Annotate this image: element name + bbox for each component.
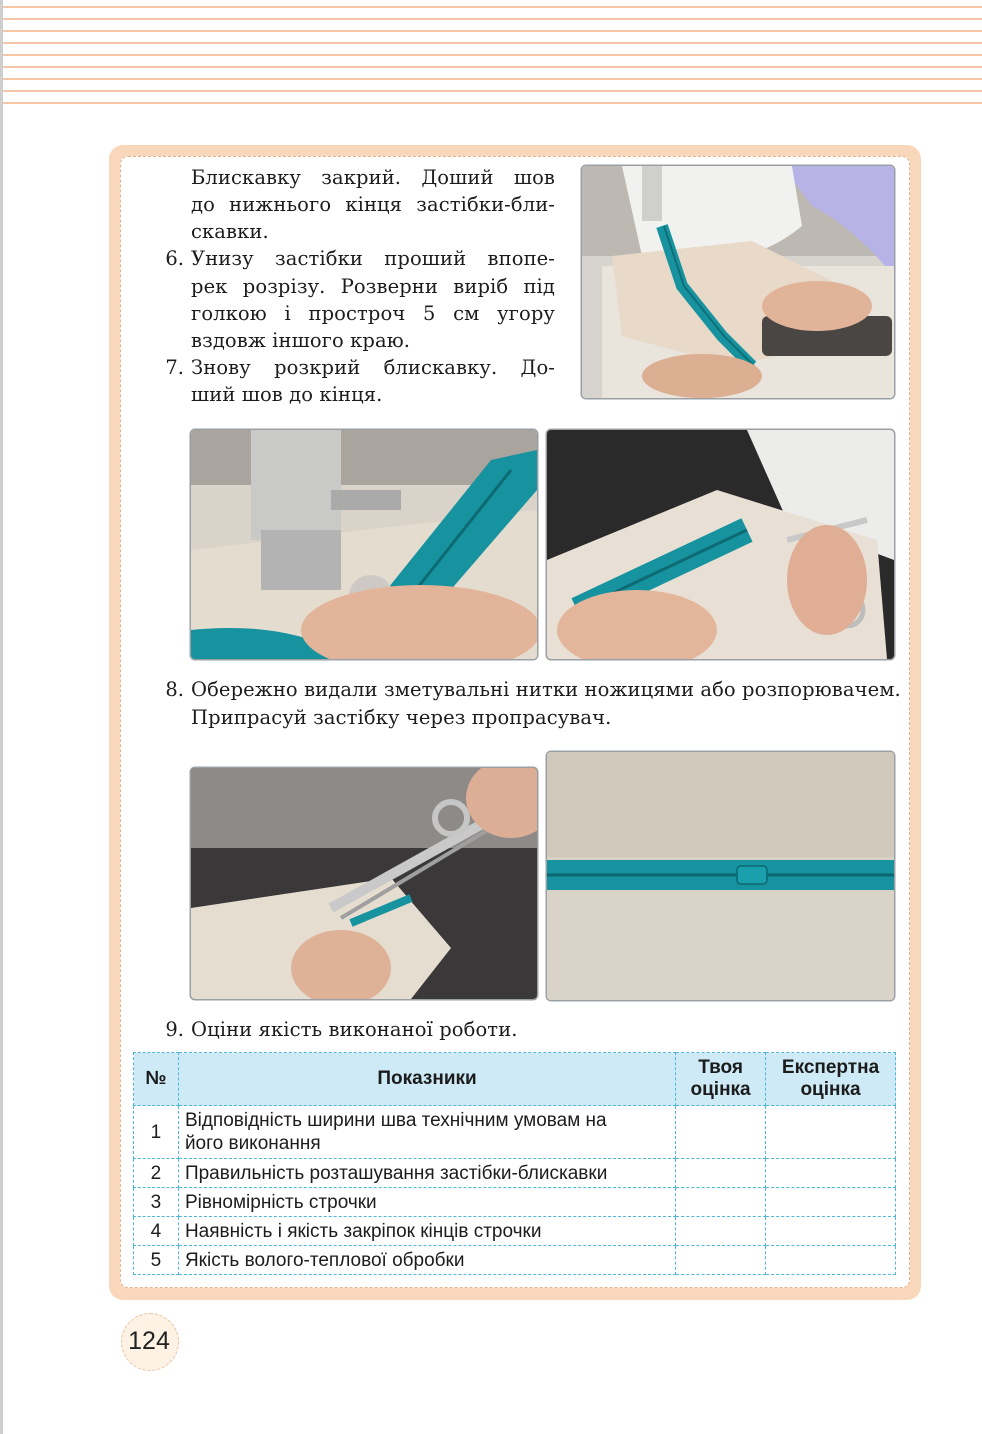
- step-5-line-3: скавки.: [191, 220, 269, 243]
- header-self-grade: [676, 1053, 766, 1106]
- row-number: 1: [134, 1106, 179, 1159]
- row-number: 4: [134, 1217, 179, 1246]
- row-number: 3: [134, 1188, 179, 1217]
- row-number: 5: [134, 1246, 179, 1275]
- sewing-machine-hands-photo: [582, 166, 894, 398]
- step-6-line-3: голкою і простроч 5 см угору: [191, 302, 555, 325]
- header-self-line-1: Твоя: [698, 1057, 743, 1078]
- table-row: [134, 1217, 896, 1246]
- table-row: [134, 1246, 896, 1275]
- step-8-number: 8.: [165, 678, 184, 701]
- self-grade-cell[interactable]: [676, 1188, 766, 1217]
- row-criteria: Рівномірність строчки: [178, 1188, 675, 1217]
- finished-zipper-photo: [547, 752, 894, 1000]
- step-8-line-2: Припрасуй застібку через пропрасувач.: [191, 706, 612, 729]
- self-grade-cell[interactable]: [676, 1106, 766, 1159]
- step-9-line-1: Оціни якість виконаної роботи.: [191, 1018, 518, 1041]
- expert-grade-cell[interactable]: [766, 1188, 896, 1217]
- header-expert-line-1: Експертна: [781, 1057, 880, 1078]
- page-number: 124: [128, 1327, 170, 1355]
- step-9-number: 9.: [165, 1018, 184, 1041]
- self-grade-cell[interactable]: [676, 1246, 766, 1275]
- scissors-removing-threads-photo: [191, 768, 537, 999]
- header-self-line-2: оцінка: [690, 1079, 751, 1100]
- table-row: [134, 1159, 896, 1188]
- table-header-row: [134, 1053, 896, 1106]
- step-6-line-1: Унизу застібки проший впопе-: [191, 247, 555, 270]
- expert-grade-cell[interactable]: [766, 1159, 896, 1188]
- header-number: №: [134, 1053, 179, 1106]
- step-6-line-4: вздовж іншого краю.: [191, 329, 411, 352]
- row-number: 2: [134, 1159, 179, 1188]
- row-criteria: Якість волого-теплової обробки: [178, 1246, 675, 1275]
- header-criteria: Показники: [178, 1053, 675, 1106]
- step-6-line-2: рек розрізу. Розверни виріб під: [191, 275, 555, 298]
- row-criteria-line-1: Відповідність ширини шва технічним умовам на: [184, 1110, 607, 1131]
- step-7-number: 7.: [165, 356, 184, 379]
- step-7-line-2: ший шов до кінця.: [191, 383, 383, 406]
- assessment-table: [133, 1052, 896, 1275]
- row-criteria: Правильність розташування застібки-блискавки: [178, 1159, 675, 1188]
- scissors-trimming-photo: [547, 430, 894, 659]
- header-expert-line-2: оцінка: [800, 1079, 861, 1100]
- step-5-line-1: Блискавку закрий. Доший шов: [191, 166, 555, 189]
- table-row: [134, 1106, 896, 1159]
- ruled-lines-header: [3, 0, 982, 110]
- row-criteria: Наявність і якість закріпок кінців строчки: [178, 1217, 675, 1246]
- self-grade-cell[interactable]: [676, 1159, 766, 1188]
- step-6-number: 6.: [165, 247, 184, 270]
- expert-grade-cell[interactable]: [766, 1217, 896, 1246]
- row-criteria-line-2: його виконання: [184, 1133, 321, 1154]
- step-5-line-2: до нижнього кінця застібки-бли-: [191, 193, 555, 216]
- row-criteria: [178, 1106, 675, 1159]
- header-expert-grade: [766, 1053, 896, 1106]
- step-8-line-1: Обережно видали зметувальні нитки ножицями або розпорювачем.: [191, 678, 901, 701]
- step-7-line-1: Знову розкрий блискавку. До-: [191, 356, 555, 379]
- presser-foot-zipper-photo: [191, 430, 537, 659]
- expert-grade-cell[interactable]: [766, 1106, 896, 1159]
- expert-grade-cell[interactable]: [766, 1246, 896, 1275]
- page-edge: [0, 0, 3, 1434]
- self-grade-cell[interactable]: [676, 1217, 766, 1246]
- table-row: [134, 1188, 896, 1217]
